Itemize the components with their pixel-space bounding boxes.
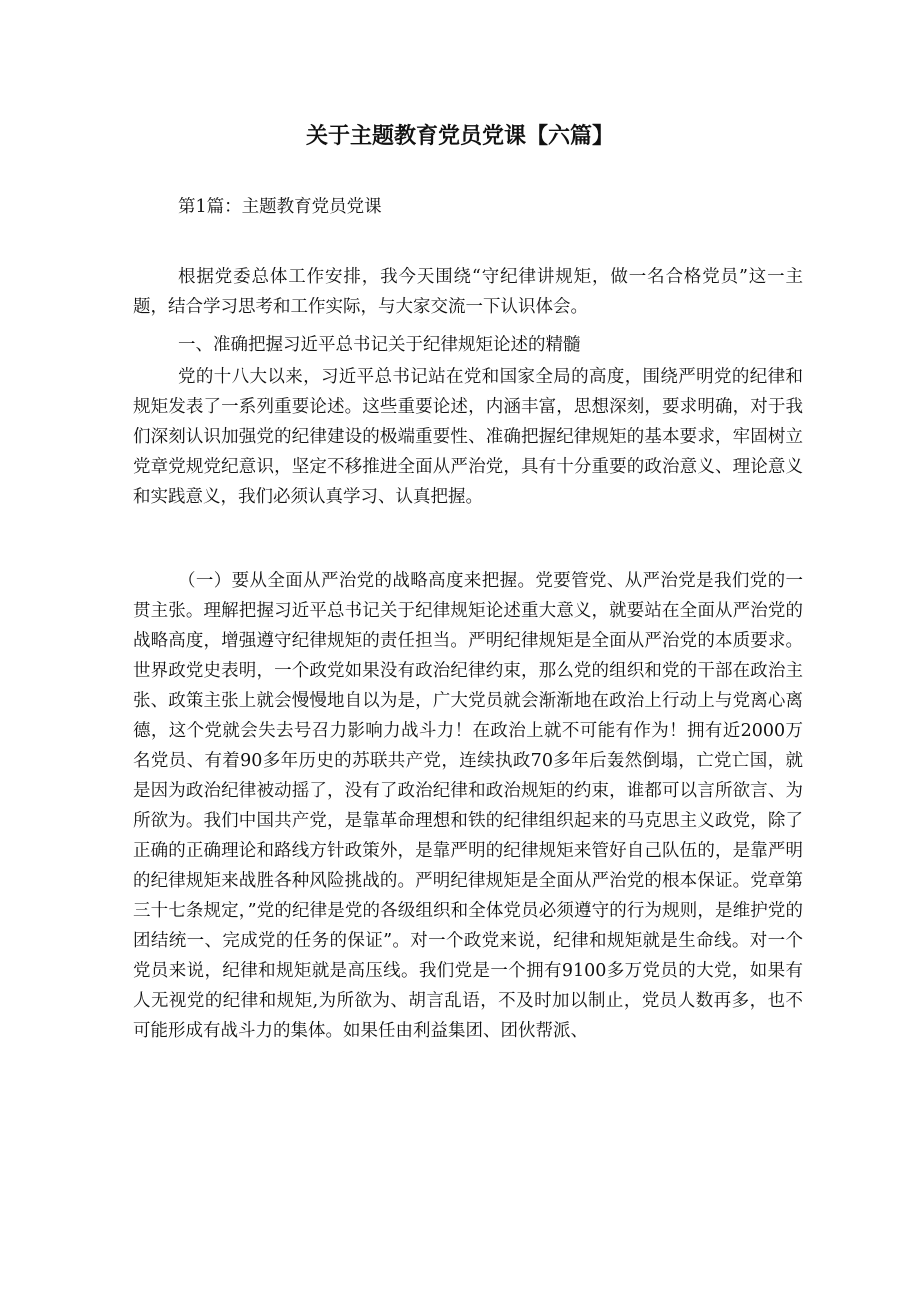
subsection-heading: 一、准确把握习近平总书记关于纪律规矩论述的精髓 bbox=[178, 335, 581, 355]
paragraph-overview: 党的十八大以来，习近平总书记站在党和国家全局的高度，围绕严明党的纪律和规矩发表了一系列重要论述。这些重要论述，内涵丰富，思想深刻，要求明确，对于我们深刻认识加强党的纪律建设的极端重要性、准确把握纪律规矩的基本要求，牢固树立党章党规党纪意识，坚定不移推进全面从严治党，具有十分重要的政治意义、理论意义和实践意义，我们必须认真学习、认真把握。 bbox=[133, 367, 803, 507]
paragraph-intro: 根据党委总体工作安排，我今天围绕“守纪律讲规矩，做一名合格党员”这一主题，结合学习思考和工作实际，与大家交流一下认识体会。 bbox=[133, 267, 803, 317]
document-title: 关于主题教育党员党课【六篇】 bbox=[305, 124, 614, 149]
paragraph-strategic-height: （一）要从全面从严治党的战略高度来把握。党要管党、从严治党是我们党的一贯主张。理解把握习近平总书记关于纪律规矩论述重大意义，就要站在全面从严治党的战略高度，增强遵守纪律规矩的责任担当。严明纪律规矩是全面从严治党的本质要求。世界政党史表明，一个政党如果没有政治纪律约束，那么党的组织和党的干部在政治主张、政策主张上就会慢慢地自以为是，广大党员就会渐渐地在政治上行动上与党离心离德，这个党就会失去号召力影响力战斗力！在政治上就不可能有作为！拥有近2000万名党员、有着90多年历史的苏联共产党，连续执政70多年后轰然倒塌，亡党亡国，就是因为政治纪律被动摇了，没有了政治纪律和政治规矩的约束，谁都可以言所欲言、为所欲为。我们中国共产党，是靠革命理想和铁的纪律组织起来的马克思主义政党，除了正确的正确理论和路线方针政策外，是靠严明的纪律规矩来管好自己队伍的，是靠严明的纪律规矩来战胜各种风险挑战的。严明纪律规矩是全面从严治党的根本保证。党章第三十七条规定，”党的纪律是党的各级组织和全体党员必须遵守的行为规则，是维护党的团结统一、完成党的任务的保证”。对一个政党来说，纪律和规矩就是生命线。对一个党员来说，纪律和规矩就是高压线。我们党是一个拥有9100多万党员的大党，如果有人无视党的纪律和规矩,为所欲为、胡言乱语，不及时加以制止，党员人数再多，也不可能形成有战斗力的集体。如果任由利益集团、团伙帮派、 bbox=[133, 571, 803, 1041]
section-heading: 第1篇：主题教育党员党课 bbox=[178, 197, 382, 217]
